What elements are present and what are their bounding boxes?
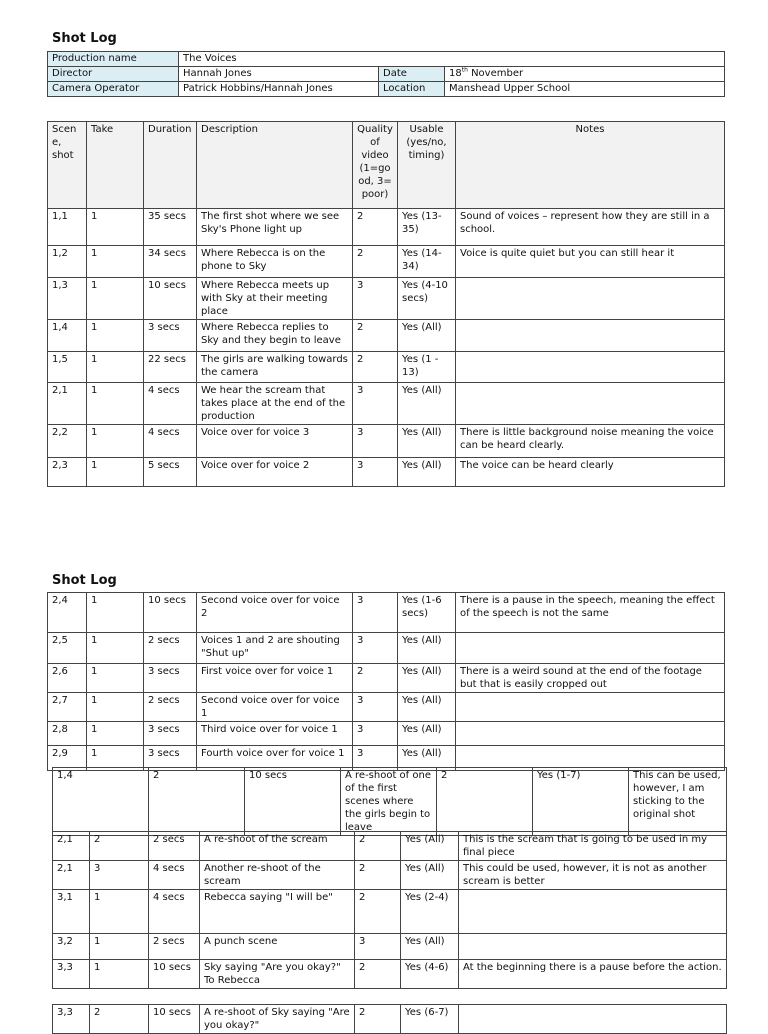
header-usable: Usable (yes/no, timing)	[398, 122, 456, 209]
notes-cell: At the beginning there is a pause before the action.	[459, 960, 727, 989]
info-row	[48, 67, 725, 82]
header-duration: Duration	[144, 122, 197, 209]
usable-cell: Yes (4-10 secs)	[398, 278, 456, 320]
duration-cell: 10 secs	[245, 768, 341, 836]
description-cell: The first shot where we see Sky's Phone light up	[197, 209, 353, 246]
header-take: Take	[87, 122, 144, 209]
notes-cell	[456, 320, 725, 352]
description-cell: Another re-shoot of the scream	[200, 861, 355, 890]
notes-cell: This is the scream that is going to be used in my final piece	[459, 832, 727, 861]
notes-cell: There is little background noise meaning the voice can be heard clearly.	[456, 425, 725, 458]
notes-cell: The voice can be heard clearly	[456, 458, 725, 487]
take-cell: 1	[87, 278, 144, 320]
usable-cell: Yes (All)	[401, 934, 459, 960]
description-cell: Second voice over for voice 2	[197, 593, 353, 633]
table-row	[48, 664, 725, 693]
header-description: Description	[197, 122, 353, 209]
date-month: November	[467, 68, 524, 79]
usable-cell: Yes (1 - 13)	[398, 352, 456, 383]
quality-cell: 3	[353, 593, 398, 633]
take-cell: 1	[90, 890, 149, 934]
quality-cell: 3	[355, 934, 401, 960]
quality-cell: 2	[355, 1005, 401, 1034]
duration-cell: 3 secs	[144, 722, 197, 746]
table-row	[53, 768, 727, 836]
usable-cell: Yes (All)	[398, 633, 456, 664]
quality-cell: 3	[353, 693, 398, 722]
notes-cell	[459, 934, 727, 960]
take-cell: 1	[87, 246, 144, 278]
info-row	[48, 52, 725, 67]
scene-shot-cell: 2,1	[48, 383, 87, 425]
scene-shot-cell: 1,4	[53, 768, 149, 836]
info-row	[48, 82, 725, 97]
scene-shot-cell: 3,2	[53, 934, 90, 960]
take-cell: 1	[87, 425, 144, 458]
location-value: Manshead Upper School	[445, 82, 725, 97]
notes-cell	[456, 352, 725, 383]
take-cell: 3	[90, 861, 149, 890]
duration-cell: 3 secs	[144, 664, 197, 693]
usable-cell: Yes (All)	[398, 458, 456, 487]
usable-cell: Yes (All)	[398, 693, 456, 722]
description-cell: Second voice over for voice 1	[197, 693, 353, 722]
duration-cell: 2 secs	[149, 832, 200, 861]
quality-cell: 3	[353, 425, 398, 458]
table-row	[48, 383, 725, 425]
quality-cell: 2	[355, 861, 401, 890]
table-row	[53, 1005, 727, 1034]
take-cell: 2	[90, 1005, 149, 1034]
duration-cell: 3 secs	[144, 746, 197, 771]
duration-cell: 2 secs	[144, 693, 197, 722]
duration-cell: 4 secs	[149, 861, 200, 890]
description-cell: Fourth voice over for voice 1	[197, 746, 353, 771]
description-cell: Where Rebecca meets up with Sky at their meeting place	[197, 278, 353, 320]
header-notes: Notes	[456, 122, 725, 209]
quality-cell: 2	[353, 246, 398, 278]
shot-log-table	[52, 767, 727, 836]
quality-cell: 2	[353, 664, 398, 693]
notes-cell	[456, 278, 725, 320]
table-row	[48, 352, 725, 383]
quality-cell: 2	[353, 320, 398, 352]
table-row	[48, 209, 725, 246]
duration-cell: 34 secs	[144, 246, 197, 278]
usable-cell: Yes (13-35)	[398, 209, 456, 246]
scene-shot-cell: 2,4	[48, 593, 87, 633]
quality-cell: 2	[353, 209, 398, 246]
usable-cell: Yes (2-4)	[401, 890, 459, 934]
date-day: 18	[449, 68, 462, 79]
director-label: Director	[48, 67, 179, 82]
duration-cell: 10 secs	[149, 1005, 200, 1034]
notes-cell	[459, 1005, 727, 1034]
table-row	[48, 278, 725, 320]
description-cell: A re-shoot of Sky saying "Are you okay?"	[200, 1005, 355, 1034]
take-cell: 1	[87, 722, 144, 746]
usable-cell: Yes (All)	[398, 722, 456, 746]
quality-cell: 3	[353, 458, 398, 487]
scene-shot-cell: 2,9	[48, 746, 87, 771]
camera-operator-label: Camera Operator	[48, 82, 179, 97]
production-name-label: Production name	[48, 52, 179, 67]
quality-cell: 3	[353, 633, 398, 664]
header-scene-shot: Scene, shot	[48, 122, 87, 209]
notes-cell: There is a pause in the speech, meaning the effect of the speech is not the same	[456, 593, 725, 633]
description-cell: First voice over for voice 1	[197, 664, 353, 693]
scene-shot-cell: 2,6	[48, 664, 87, 693]
take-cell: 2	[90, 832, 149, 861]
usable-cell: Yes (14-34)	[398, 246, 456, 278]
date-value	[445, 67, 725, 82]
take-cell: 1	[87, 320, 144, 352]
table-row	[53, 861, 727, 890]
quality-cell: 3	[353, 278, 398, 320]
quality-cell: 3	[353, 722, 398, 746]
duration-cell: 35 secs	[144, 209, 197, 246]
scene-shot-cell: 2,8	[48, 722, 87, 746]
usable-cell: Yes (All)	[398, 425, 456, 458]
description-cell: Voice over for voice 2	[197, 458, 353, 487]
date-label: Date	[379, 67, 445, 82]
duration-cell: 4 secs	[144, 383, 197, 425]
scene-shot-cell: 2,5	[48, 633, 87, 664]
production-name-value: The Voices	[179, 52, 725, 67]
usable-cell: Yes (4-6)	[401, 960, 459, 989]
description-cell: A re-shoot of the scream	[200, 832, 355, 861]
quality-cell: 2	[353, 352, 398, 383]
table-row	[48, 320, 725, 352]
scene-shot-cell: 2,1	[53, 832, 90, 861]
page-title: Shot Log	[52, 573, 117, 588]
usable-cell: Yes (All)	[398, 746, 456, 771]
usable-cell: Yes (All)	[401, 832, 459, 861]
quality-cell: 2	[355, 960, 401, 989]
scene-shot-cell: 3,3	[53, 1005, 90, 1034]
take-cell: 1	[87, 693, 144, 722]
take-cell: 1	[87, 664, 144, 693]
scene-shot-cell: 1,1	[48, 209, 87, 246]
table-row	[48, 633, 725, 664]
quality-cell: 2	[437, 768, 533, 836]
take-cell: 1	[87, 746, 144, 771]
take-cell: 1	[90, 960, 149, 989]
scene-shot-cell: 1,4	[48, 320, 87, 352]
page-title: Shot Log	[52, 31, 117, 46]
quality-cell: 3	[353, 746, 398, 771]
description-cell: Third voice over for voice 1	[197, 722, 353, 746]
description-cell: Where Rebecca replies to Sky and they begin to leave	[197, 320, 353, 352]
description-cell: Voices 1 and 2 are shouting "Shut up"	[197, 633, 353, 664]
scene-shot-cell: 2,1	[53, 861, 90, 890]
duration-cell: 5 secs	[144, 458, 197, 487]
take-cell: 1	[87, 458, 144, 487]
quality-cell: 2	[355, 890, 401, 934]
scene-shot-cell: 2,7	[48, 693, 87, 722]
duration-cell: 10 secs	[144, 593, 197, 633]
take-cell: 1	[87, 593, 144, 633]
duration-cell: 22 secs	[144, 352, 197, 383]
notes-cell: Voice is quite quiet but you can still hear it	[456, 246, 725, 278]
notes-cell	[456, 383, 725, 425]
usable-cell: Yes (1-7)	[533, 768, 629, 836]
scene-shot-cell: 1,5	[48, 352, 87, 383]
scene-shot-cell: 3,3	[53, 960, 90, 989]
table-row	[48, 593, 725, 633]
notes-cell	[456, 693, 725, 722]
notes-cell	[459, 890, 727, 934]
director-value: Hannah Jones	[179, 67, 379, 82]
usable-cell: Yes (All)	[398, 664, 456, 693]
table-row	[48, 693, 725, 722]
date-suffix: th	[461, 66, 468, 74]
table-row	[53, 890, 727, 934]
quality-cell: 3	[353, 383, 398, 425]
take-cell: 2	[149, 768, 245, 836]
quality-cell: 2	[355, 832, 401, 861]
header-row	[48, 122, 725, 209]
duration-cell: 10 secs	[144, 278, 197, 320]
description-cell: A punch scene	[200, 934, 355, 960]
usable-cell: Yes (1-6 secs)	[398, 593, 456, 633]
notes-cell: There is a weird sound at the end of the footage but that is easily cropped out	[456, 664, 725, 693]
usable-cell: Yes (All)	[398, 320, 456, 352]
scene-shot-cell: 2,3	[48, 458, 87, 487]
description-cell: Rebecca saying "I will be"	[200, 890, 355, 934]
description-cell: Voice over for voice 3	[197, 425, 353, 458]
table-row	[53, 934, 727, 960]
header-quality: Quality of video (1=good, 3= poor)	[353, 122, 398, 209]
duration-cell: 3 secs	[144, 320, 197, 352]
duration-cell: 10 secs	[149, 960, 200, 989]
table-row	[53, 832, 727, 861]
description-cell: Sky saying "Are you okay?" To Rebecca	[200, 960, 355, 989]
take-cell: 1	[87, 383, 144, 425]
scene-shot-cell: 3,1	[53, 890, 90, 934]
scene-shot-cell: 1,3	[48, 278, 87, 320]
table-row	[48, 722, 725, 746]
usable-cell: Yes (All)	[398, 383, 456, 425]
take-cell: 1	[87, 352, 144, 383]
duration-cell: 4 secs	[149, 890, 200, 934]
description-cell: Where Rebecca is on the phone to Sky	[197, 246, 353, 278]
take-cell: 1	[87, 633, 144, 664]
description-cell: We hear the scream that takes place at the end of the production	[197, 383, 353, 425]
duration-cell: 4 secs	[144, 425, 197, 458]
usable-cell: Yes (6-7)	[401, 1005, 459, 1034]
notes-cell	[456, 633, 725, 664]
duration-cell: 2 secs	[144, 633, 197, 664]
duration-cell: 2 secs	[149, 934, 200, 960]
description-cell: The girls are walking towards the camera	[197, 352, 353, 383]
table-row	[48, 246, 725, 278]
usable-cell: Yes (All)	[401, 861, 459, 890]
notes-cell	[456, 722, 725, 746]
notes-cell: This could be used, however, it is not as another scream is better	[459, 861, 727, 890]
notes-cell: This can be used, however, I am sticking to the original shot	[629, 768, 727, 836]
description-cell: A re-shoot of one of the first scenes where the girls begin to leave	[341, 768, 437, 836]
take-cell: 1	[87, 209, 144, 246]
scene-shot-cell: 2,2	[48, 425, 87, 458]
shot-log-table	[52, 831, 727, 989]
table-row	[53, 960, 727, 989]
shot-log-table	[47, 592, 725, 771]
table-row	[48, 425, 725, 458]
location-label: Location	[379, 82, 445, 97]
production-info-table	[47, 51, 725, 97]
camera-operator-value: Patrick Hobbins/Hannah Jones	[179, 82, 379, 97]
notes-cell: Sound of voices – represent how they are still in a school.	[456, 209, 725, 246]
table-row	[48, 458, 725, 487]
scene-shot-cell: 1,2	[48, 246, 87, 278]
shot-log-table	[47, 121, 725, 487]
shot-log-table	[52, 1004, 727, 1034]
take-cell: 1	[90, 934, 149, 960]
